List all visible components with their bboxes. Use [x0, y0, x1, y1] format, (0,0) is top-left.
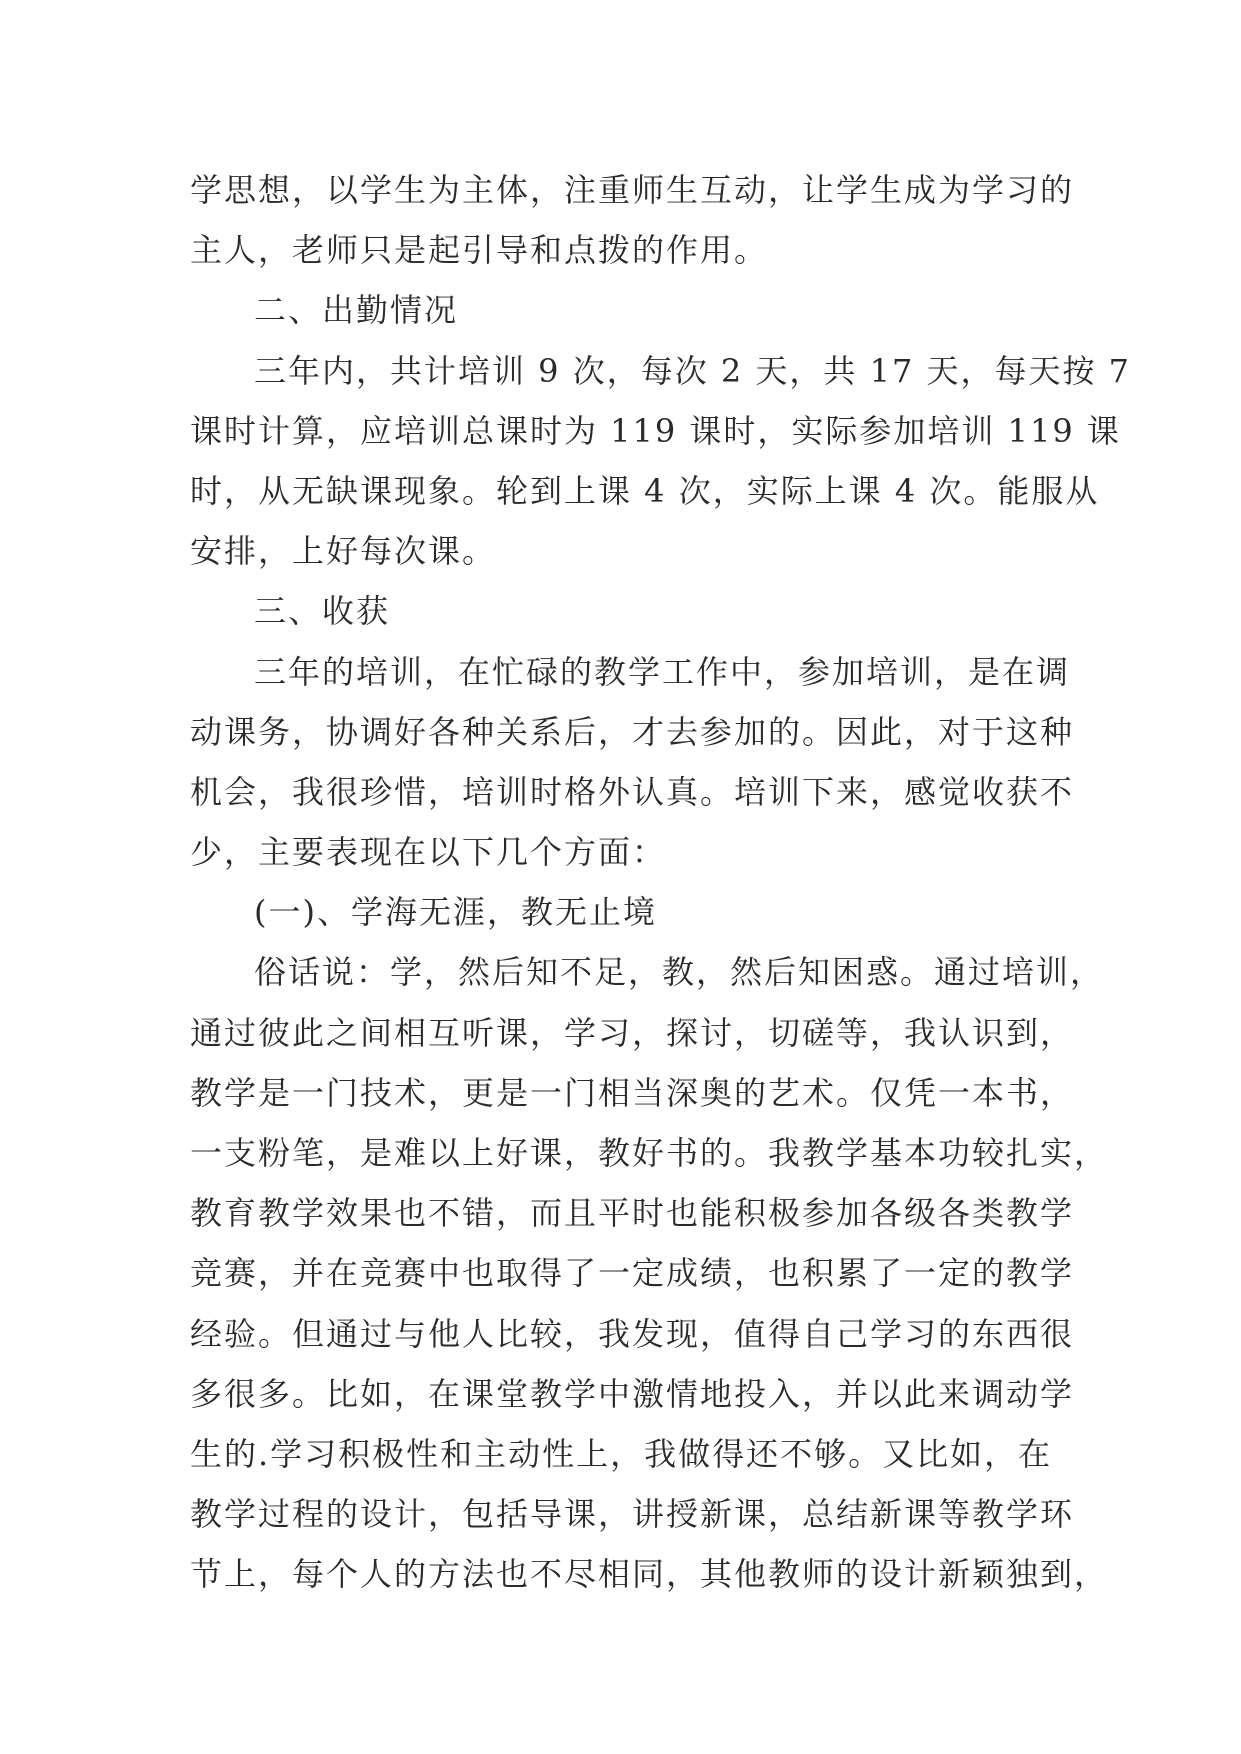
text-line: (一)、学海无涯，教无止境 — [254, 893, 657, 932]
text-line: 三年内，共计培训 9 次，每次 2 天，共 17 天，每天按 7 — [254, 351, 1132, 390]
text-line: 安排，上好每次课。 — [190, 532, 497, 571]
text-line: 三、收获 — [254, 592, 391, 631]
text-line: 通过彼此之间相互听课，学习，探讨，切磋等，我认识到， — [190, 1013, 1075, 1052]
text-line: 学思想，以学生为主体，注重师生互动，让学生成为学习的 — [190, 171, 1075, 209]
text-line: 一支粉笔，是难以上好课，教好书的。我教学基本功较扎实， — [190, 1134, 1109, 1172]
text-line: 经验。但通过与他人比较，我发现，值得自己学习的东西很 — [190, 1314, 1075, 1353]
text-line: 节上，每个人的方法也不尽相同，其他教师的设计新颖独到， — [190, 1555, 1109, 1594]
text-line: 三年的培训，在忙碌的教学工作中，参加培训，是在调 — [254, 652, 1071, 691]
text-line: 教学是一门技术，更是一门相当深奥的艺术。仅凭一本书， — [190, 1073, 1075, 1112]
text-line: 主人，老师只是起引导和点拨的作用。 — [190, 231, 769, 270]
text-line: 课时计算，应培训总课时为 119 课时，实际参加培训 119 课 — [190, 411, 1121, 450]
text-line: 竞赛，并在竞赛中也取得了一定成绩，也积累了一定的教学 — [190, 1254, 1075, 1293]
text-line: 教学过程的设计，包括导课，讲授新课，总结新课等教学环 — [190, 1495, 1075, 1534]
text-line: 生的.学习积极性和主动性上，我做得还不够。又比如，在 — [190, 1434, 1053, 1473]
text-line: 教育教学效果也不错，而且平时也能积极参加各级各类教学 — [190, 1194, 1075, 1233]
text-line: 少，主要表现在以下几个方面： — [190, 833, 667, 872]
text-line: 时，从无缺课现象。轮到上课 4 次，实际上课 4 次。能服从 — [190, 471, 1100, 510]
text-line: 动课务，协调好各种关系后，才去参加的。因此，对于这种 — [190, 712, 1075, 751]
body-text — [190, 160, 1132, 1605]
text-line: 二、出勤情况 — [254, 291, 459, 330]
text-line: 多很多。比如，在课堂教学中激情地投入，并以此来调动学 — [190, 1374, 1075, 1413]
text-line: 机会，我很珍惜，培训时格外认真。培训下来，感觉收获不 — [190, 772, 1075, 811]
text-line: 俗话说：学，然后知不足，教，然后知困惑。通过培训， — [254, 953, 1105, 992]
